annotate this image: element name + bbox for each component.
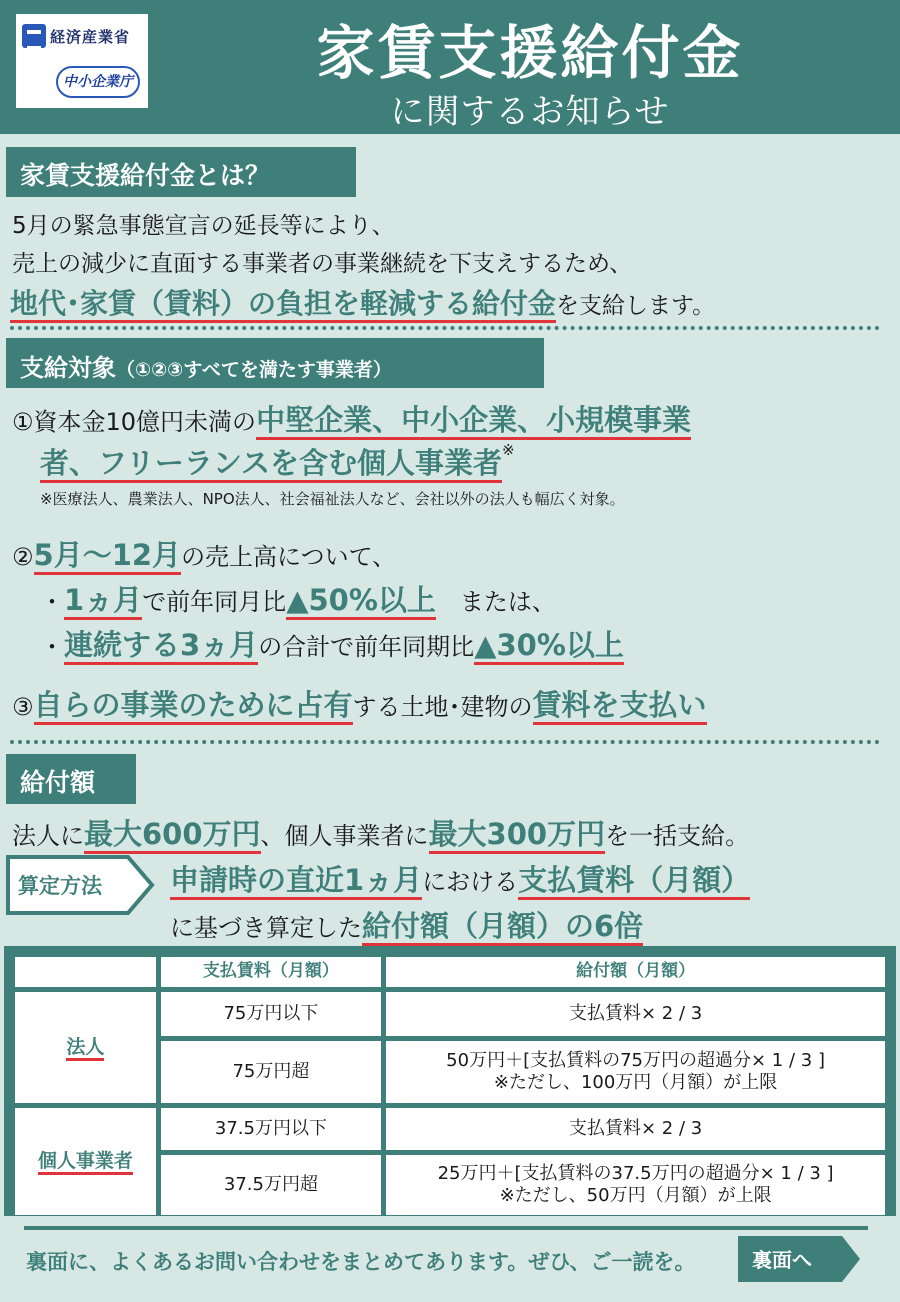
eligibility-heading-note: （①②③すべてを満たす事業者） <box>116 359 392 381</box>
item2a-tail: または、 <box>435 588 556 616</box>
divider <box>10 326 880 330</box>
item2b-mid: の合計で前年同期比 <box>258 633 475 661</box>
amount-a: 法人に <box>12 822 84 850</box>
rent-cell: 75万円超 <box>161 1041 381 1103</box>
calc2-highlight: 給付額（月額）の6倍 <box>362 909 643 946</box>
item2-tail: の売上高について、 <box>181 543 397 571</box>
meti-logo-icon <box>22 24 46 48</box>
rent-cell: 37.5万円超 <box>161 1155 381 1215</box>
item1-prefix: ①資本金10億円未満の <box>12 408 257 436</box>
eligibility-heading-text: 支給対象 <box>20 354 116 382</box>
table-row <box>15 1108 885 1150</box>
item1-highlight-1: 中堅企業、中小企業、小規模事業 <box>256 403 691 440</box>
about-line-1: 5月の緊急事態宣言の延長等により、 <box>12 213 395 239</box>
rent-cell: 75万円以下 <box>161 992 381 1036</box>
benefit-cell: 支払賃料× 2 / 3 <box>386 1108 885 1150</box>
item2a-highlight-1: 1ヵ月 <box>64 583 142 620</box>
item2a-bullet: ・ <box>40 588 64 616</box>
amount-line-1 <box>12 812 749 853</box>
benefit-cell: 支払賃料× 2 / 3 <box>386 992 885 1036</box>
benefit-table-frame <box>4 946 896 1216</box>
table-header-row <box>15 957 885 987</box>
page-subtitle: に関するお知らせ <box>390 92 670 132</box>
sme-agency-logo: 中小企業庁 <box>56 66 140 98</box>
calc-mid: における <box>422 868 519 896</box>
eligibility-item-1-cont <box>40 441 515 482</box>
item3-highlight-1: 自らの事業のために占有 <box>34 688 353 725</box>
eligibility-item-1 <box>12 398 691 439</box>
item2a-mid: で前年同月比 <box>142 588 287 616</box>
item2b-highlight-2: ▲30%以上 <box>474 628 624 665</box>
item2-prefix: ② <box>12 543 34 571</box>
item2b-bullet: ・ <box>40 633 64 661</box>
calc-line-1 <box>170 858 750 899</box>
footer-divider <box>24 1226 868 1230</box>
item1-highlight-2: 者、フリーランスを含む個人事業者 <box>40 446 502 483</box>
calc-highlight-2: 支払賃料（月額） <box>518 863 750 900</box>
about-highlight: 地代･家賃（賃料）の負担を軽減する給付金 <box>10 287 556 323</box>
individual-label: 個人事業者 <box>38 1150 133 1175</box>
section-heading-about: 家賃支援給付金とは？ <box>6 147 356 197</box>
back-side-button-label[interactable]: 裏面へ <box>752 1248 812 1272</box>
rent-cell: 37.5万円以下 <box>161 1108 381 1150</box>
eligibility-item-2a <box>40 578 556 619</box>
page-title: 家賃支援給付金 <box>316 19 744 87</box>
item3-highlight-2: 賃料を支払い <box>533 688 707 725</box>
about-line-3 <box>10 282 715 322</box>
eligibility-item-3 <box>12 683 707 724</box>
divider <box>10 740 880 744</box>
footer-text: 裏面に、よくあるお問い合わせをまとめてあります。ぜひ、ご一読を。 <box>26 1250 696 1274</box>
benefit-formula: 50万円＋[支払賃料の75万円の超過分× 1 / 3 ] <box>446 1049 825 1071</box>
section-heading-eligibility <box>6 338 544 388</box>
amount-highlight-corp: 最大600万円 <box>84 817 261 854</box>
item2b-highlight-1: 連続する3ヵ月 <box>64 628 258 665</box>
section-heading-amount: 給付額 <box>6 754 136 804</box>
about-line-2: 売上の減少に直面する事業者の事業継続を下支えするため、 <box>12 251 633 277</box>
row-group-individual <box>15 1108 156 1215</box>
item2-highlight: 5月～12月 <box>34 538 182 575</box>
ministry-name: 経済産業省 <box>50 28 131 46</box>
benefit-cap-note: ※ただし、100万円（月額）が上限 <box>493 1072 778 1093</box>
ministry-logo-box <box>16 14 148 108</box>
amount-b: 、個人事業者に <box>260 822 429 850</box>
item2a-highlight-2: ▲50%以上 <box>286 583 436 620</box>
amount-highlight-indiv: 最大300万円 <box>429 817 606 854</box>
calc-highlight-1: 申請時の直近1ヵ月 <box>170 863 422 900</box>
benefit-cell-multi <box>386 1155 885 1215</box>
table-row <box>15 992 885 1036</box>
column-header-rent: 支払賃料（月額） <box>161 957 381 987</box>
benefit-cap-note: ※ただし、50万円（月額）が上限 <box>499 1185 772 1206</box>
column-header-benefit: 給付額（月額） <box>386 957 885 987</box>
about-line-3-tail: を支給します。 <box>556 293 716 319</box>
item3-mid: する土地･建物の <box>352 693 533 721</box>
benefit-cell-multi <box>386 1041 885 1103</box>
benefit-formula: 25万円＋[支払賃料の37.5万円の超過分× 1 / 3 ] <box>437 1162 834 1184</box>
eligibility-item-2 <box>12 533 396 574</box>
calc2-a: に基づき算定した <box>170 914 362 942</box>
benefit-table <box>10 952 890 1220</box>
calc-method-tag: 算定方法 <box>18 874 102 898</box>
eligibility-item-2b <box>40 623 624 664</box>
corporation-label: 法人 <box>66 1036 104 1061</box>
footer-bar <box>0 1222 900 1302</box>
amount-c: を一括支給。 <box>605 822 750 850</box>
table-corner-cell <box>15 957 156 987</box>
eligibility-item-1-note: ※医療法人、農業法人、NPO法人、社会福祉法人など、会社以外の法人も幅広く対象。 <box>40 490 625 508</box>
calc-line-2 <box>170 904 643 945</box>
header-banner <box>0 0 900 134</box>
row-group-corporation <box>15 992 156 1103</box>
item1-note-mark: ※ <box>501 441 515 459</box>
item3-prefix: ③ <box>12 693 34 721</box>
